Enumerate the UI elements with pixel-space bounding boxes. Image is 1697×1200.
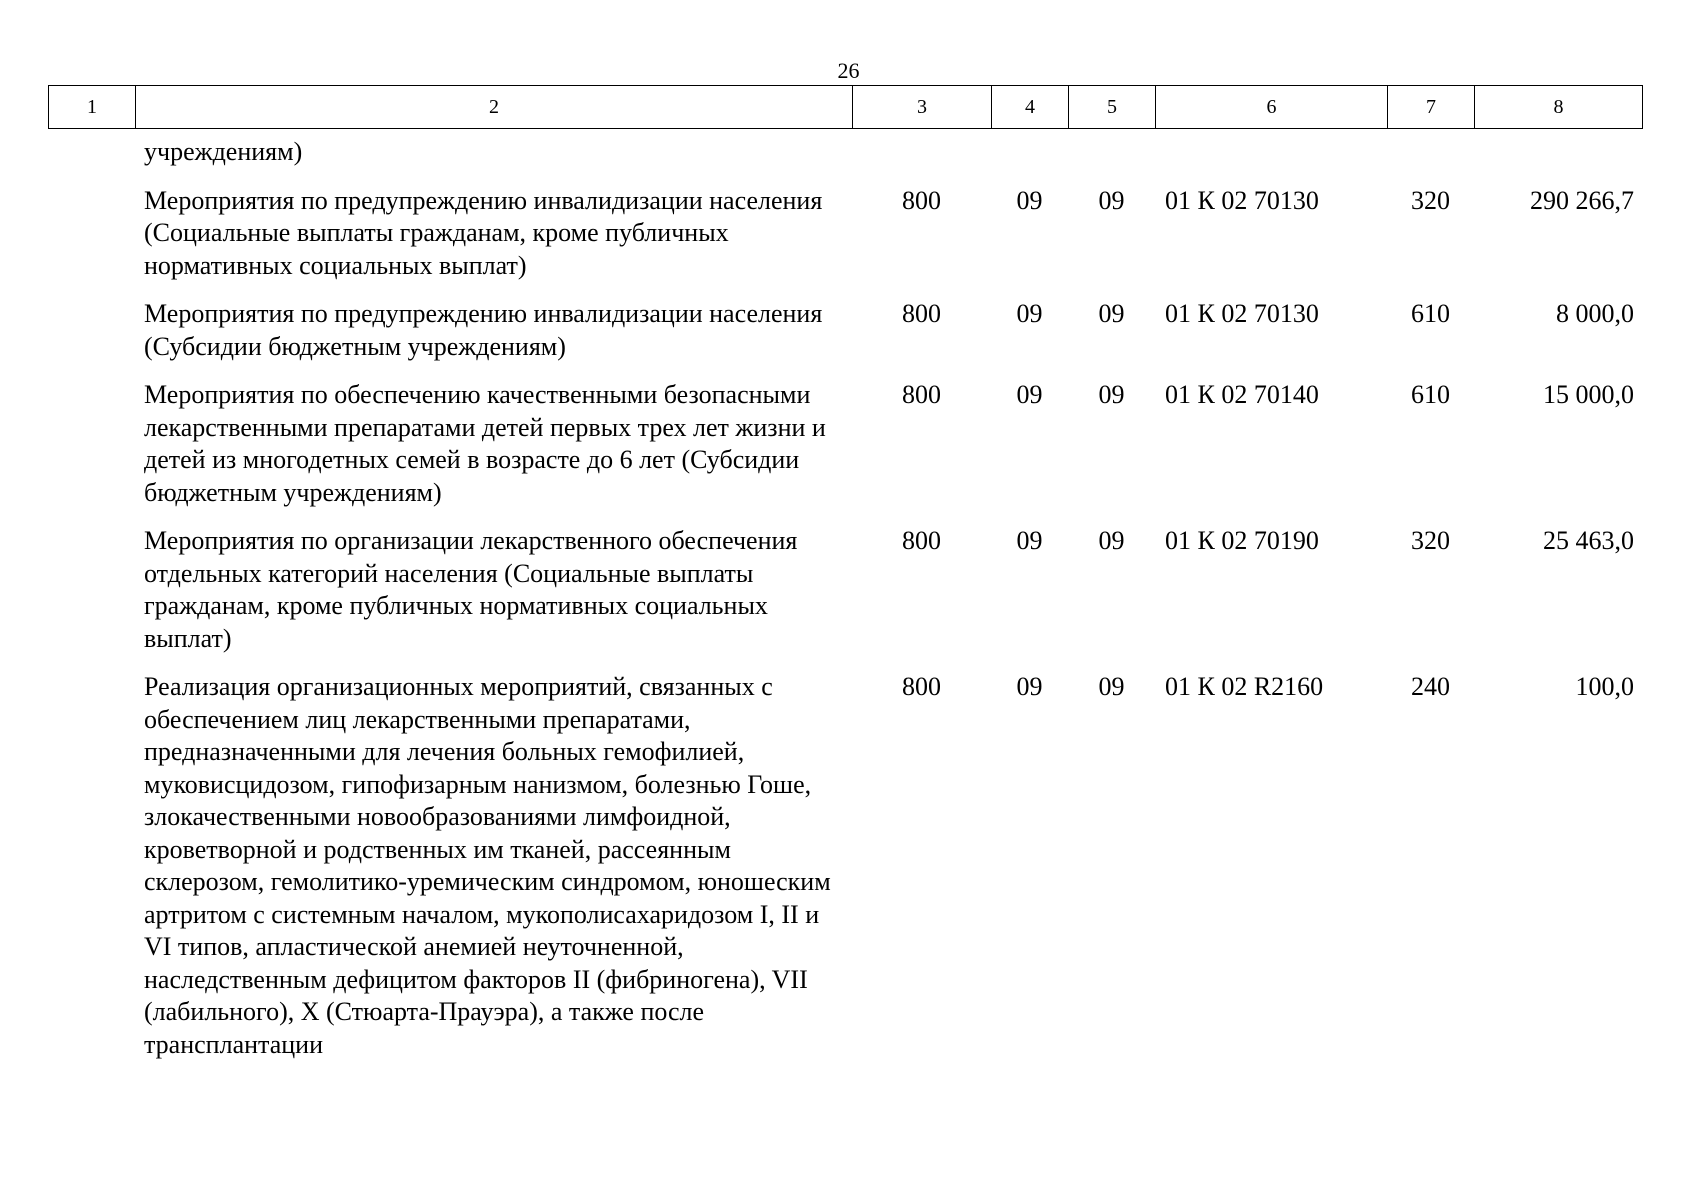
- row-section-code: 09: [1016, 672, 1043, 701]
- column-number-header: [48, 85, 1643, 129]
- row-expense-type: 320: [1411, 526, 1450, 555]
- row-ministry-code: 800: [902, 299, 941, 328]
- row-section-code: 09: [1016, 185, 1043, 215]
- table-row: [48, 185, 1642, 299]
- row-section-code: 09: [1016, 299, 1043, 328]
- row-target-article: 01 К 02 70140: [1165, 380, 1319, 409]
- row-subsection-code: 09: [1098, 526, 1125, 555]
- row-description: Мероприятия по предупреждению инвалидизации населения (Субсидии бюджетным учреждениям): [144, 299, 823, 361]
- budget-table-body: [48, 136, 1642, 1061]
- row-description: Мероприятия по предупреждению инвалидизации населения (Социальные выплаты гражданам, кроме публичных нормативных социальных выплат): [144, 185, 823, 280]
- row-ministry-code: 800: [902, 526, 941, 555]
- continuation-row: [48, 136, 1642, 185]
- table-row: [48, 298, 1642, 379]
- row-expense-type: 610: [1411, 299, 1450, 328]
- table-row: [48, 671, 1642, 1061]
- table-row: [48, 525, 1642, 671]
- header-cell-1: 1: [49, 86, 136, 129]
- continuation-text: учреждениям): [144, 137, 303, 166]
- row-target-article: 01 К 02 70130: [1165, 299, 1319, 328]
- row-amount: 100,0: [1575, 672, 1634, 701]
- row-target-article: 01 К 02 70130: [1165, 185, 1319, 215]
- row-subsection-code: 09: [1098, 185, 1125, 215]
- header-cell-6: 6: [1156, 86, 1388, 129]
- row-expense-type: 320: [1411, 185, 1450, 215]
- row-subsection-code: 09: [1098, 672, 1125, 701]
- row-amount: 15 000,0: [1543, 380, 1634, 409]
- page-number: 26: [837, 58, 860, 83]
- row-expense-type: 240: [1411, 672, 1450, 701]
- row-description: Реализация организационных мероприятий, связанных с обеспечением лиц лекарственными препаратами, предназначенными для лечения больных гемофилией, муковисцидозом, гипофизарным нанизмом, болезнью Гоше, злокачественными новообразованиями лимфоидной, кроветворной и родственных им тканей, рассеянным склерозом, гемолитико-уремическим синдромом, юношеским артритом с системным началом, мукополисахаридозом I, II и VI типов, апластической анемией неуточненной, наследственным дефицитом факторов II (фибриногена), VII (лабильного), X (Стюарта-Прауэра), а также после трансплантации: [144, 672, 831, 1059]
- header-cell-8: 8: [1475, 86, 1643, 129]
- header-cell-7: 7: [1388, 86, 1475, 129]
- row-section-code: 09: [1016, 380, 1043, 409]
- row-target-article: 01 К 02 R2160: [1165, 672, 1324, 701]
- row-ministry-code: 800: [902, 185, 941, 215]
- header-cell-4: 4: [992, 86, 1069, 129]
- row-amount: 25 463,0: [1543, 526, 1634, 555]
- header-cell-2: 2: [136, 86, 853, 129]
- header-cell-3: 3: [853, 86, 992, 129]
- header-cell-5: 5: [1069, 86, 1156, 129]
- row-subsection-code: 09: [1098, 380, 1125, 409]
- row-expense-type: 610: [1411, 380, 1450, 409]
- table-row: [48, 379, 1642, 525]
- row-target-article: 01 К 02 70190: [1165, 526, 1319, 555]
- row-amount: 290 266,7: [1530, 185, 1634, 215]
- row-section-code: 09: [1016, 526, 1043, 555]
- row-description: Мероприятия по обеспечению качественными безопасными лекарственными препаратами детей первых трех лет жизни и детей из многодетных семей в возрасте до 6 лет (Субсидии бюджетным учреждениям): [144, 380, 826, 507]
- header-row: [49, 86, 1643, 129]
- row-ministry-code: 800: [902, 672, 941, 701]
- row-ministry-code: 800: [902, 380, 941, 409]
- row-subsection-code: 09: [1098, 299, 1125, 328]
- row-description: Мероприятия по организации лекарственного обеспечения отдельных категорий населения (Социальные выплаты гражданам, кроме публичных нормативных социальных выплат): [144, 526, 798, 653]
- row-amount: 8 000,0: [1556, 299, 1634, 328]
